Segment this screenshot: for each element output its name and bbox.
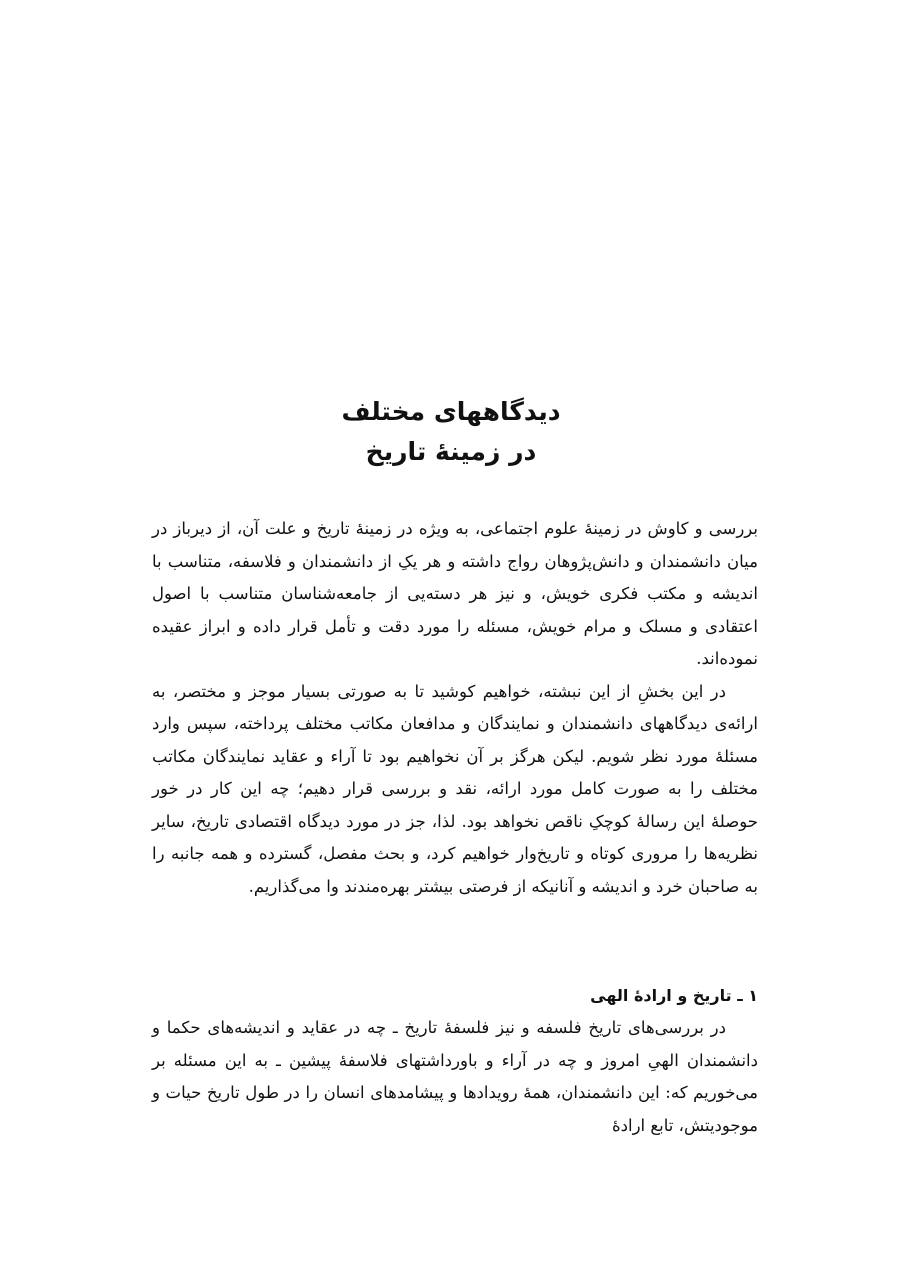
section-1 [152,980,758,1142]
chapter-title [0,392,902,472]
section-paragraph: در بررسی‌های تاریخ فلسفه و نیز فلسفهٔ تاریخ ـ چه در عقاید و اندیشه‌های حکما و دانشمندان الهیِ امروز و چه در آراء و باورداشتهای فلاسفهٔ پیشین ـ به این مسئله بر می‌خوریم که: این دانشمندان، همهٔ رویدادها و پیشامدهای انسان را در طول تاریخ حیات و موجودیتش، تابع ارادهٔ [152,1018,758,1135]
chapter-title-line-2: در زمینهٔ تاریخ [365,437,537,466]
section-heading: ۱ ـ تاریخ و ارادهٔ الهی [590,986,758,1005]
intro-text [152,513,758,903]
intro-paragraph-2: در این بخشِ از این نبشته، خواهیم کوشید تا به صورتی بسیار موجز و مختصر، به ارائه‌ی دیدگاههای دانشمندان و نمایندگان و مدافعان مکاتب مختلف پرداخته، سپس وارد مسئلهٔ مورد نظر شویم. لیکن هرگز بر آن نخواهیم بود تا آراء و عقاید نمایندگان مکاتب مختلف را به صورت کامل مورد ارائه، نقد و بررسی قرار دهیم؛ چه این کار در خور حوصلهٔ این رسالهٔ کوچکِ ناقص نخواهد بود. لذا، جز در مورد دیدگاه اقتصادی تاریخ، سایر نظریه‌ها را مروری کوتاه و تاریخ‌وار خواهیم کرد، و بحث مفصل، گسترده و همه جانبه را به صاحبان خرد و اندیشه و آنانیکه از فرصتی بیشتر بهره‌مندند وا می‌گذاریم. [152,681,758,896]
intro-paragraph-1: بررسی و کاوش در زمینهٔ علوم اجتماعی، به ویژه در زمینهٔ تاریخ و علت آن، از دیرباز در میان دانشمندان و دانش‌پژوهان رواج داشته و هر یکِ از دانشمندان و فلاسفه، متناسب با اندیشه و مکتب فکری خویش، و نیز هر دسته‌یی از جامعه‌شناسان متناسب با اصول اعتقادی و مسلک و مرام خویش، مسئله را مورد دقت و تأمل قرار داده و ابراز عقیده نموده‌اند. [152,519,758,668]
chapter-title-line-1: دیدگاههای مختلف [341,397,561,426]
